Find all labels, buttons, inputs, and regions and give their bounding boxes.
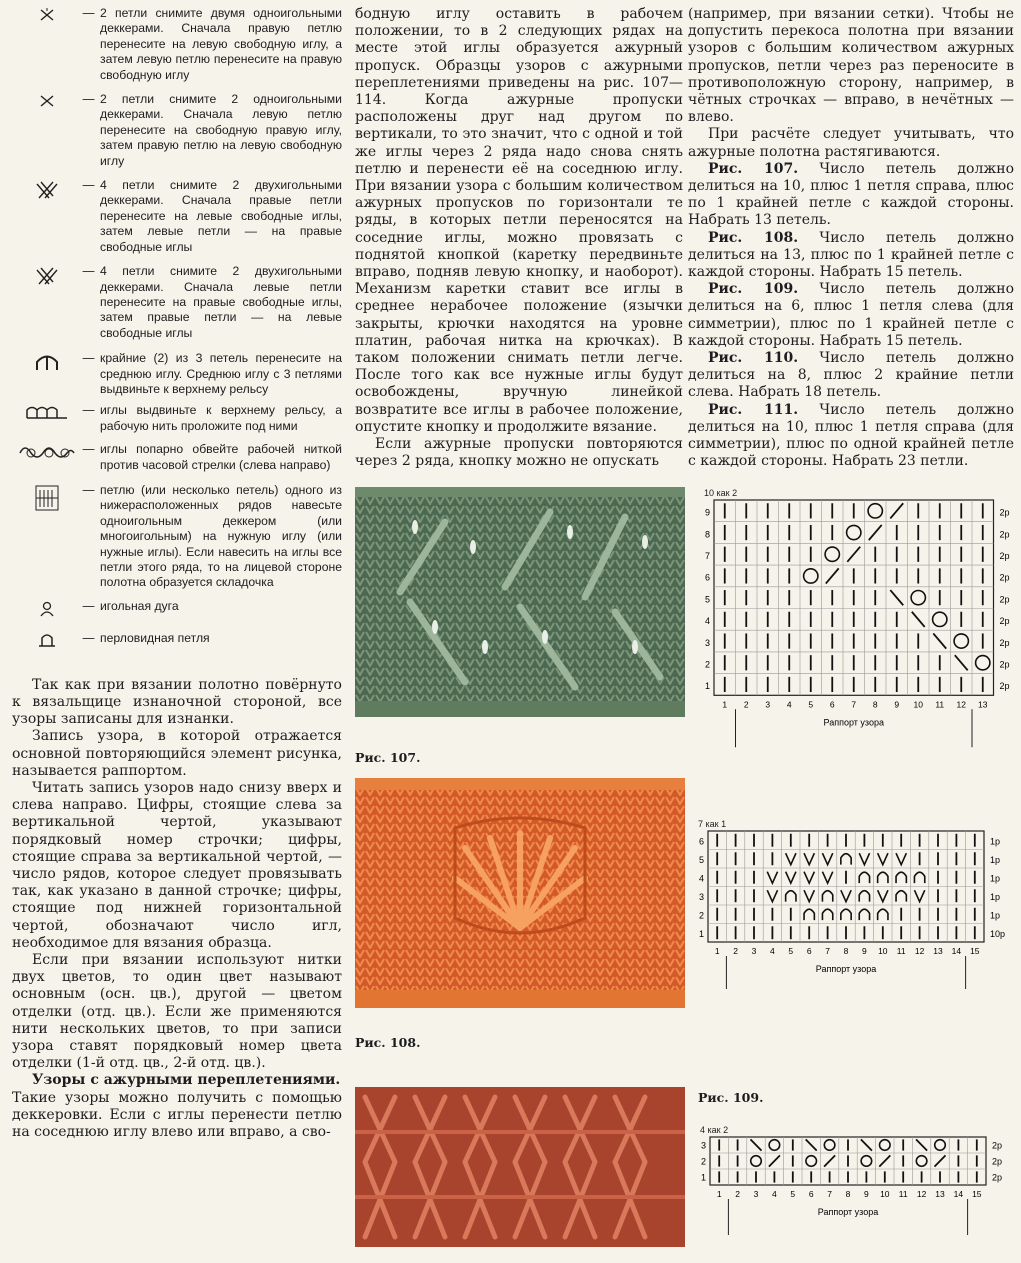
- column-number: 8: [872, 699, 878, 710]
- arch-mark: [878, 872, 888, 883]
- arch-mark: [804, 909, 814, 920]
- decrease-mark: [878, 890, 888, 901]
- column-number: 4: [786, 699, 792, 710]
- transfer-mark: [847, 547, 860, 562]
- row-count: 2р: [992, 1140, 1003, 1151]
- legend-entry: [12, 264, 342, 341]
- legend-entry: [12, 6, 342, 83]
- column-number: 13: [935, 1189, 945, 1199]
- decrease-mark: [767, 890, 777, 901]
- yarn-over-mark: [806, 1156, 817, 1167]
- figure-description: [688, 161, 1014, 230]
- dash: —: [82, 264, 95, 280]
- row-count: 2р: [992, 1156, 1003, 1167]
- column-number: 2: [733, 946, 738, 956]
- arch-mark: [914, 872, 924, 883]
- column-number: 7: [825, 946, 830, 956]
- legend-text: 4 петли снимите 2 двухигольными деккерами. Сначала левые петли перенесите на правые свободные иглы, затем правые петли — на левые свободные иглы: [100, 264, 342, 340]
- legend-entry: [12, 403, 342, 434]
- column-number: 8: [845, 1189, 851, 1199]
- decrease-mark: [786, 853, 796, 864]
- knit-sample-109: [355, 1087, 685, 1247]
- column-number: 1: [722, 699, 728, 710]
- column-number: 14: [953, 1189, 964, 1199]
- row-number: 1: [704, 681, 710, 692]
- figure-rule: Число петель должно делиться на 8, плюс 2 крайние петли слева. Набрать 18 петель.: [688, 350, 1014, 401]
- transfer-mark: [826, 568, 839, 583]
- column-number: 1: [716, 1189, 722, 1199]
- decrease-mark: [804, 872, 814, 883]
- needle-arc-icon: [12, 599, 82, 617]
- double-cross-right-icon: [12, 264, 82, 286]
- row-number: 1: [700, 1172, 706, 1183]
- chart-tag: 10 как 2: [704, 488, 738, 498]
- yarn-over-mark: [976, 656, 990, 670]
- legend-text: 2 петли снимите двумя одноигольными деккерами. Сначала правую петлю перенесите на левую свободную иглу, а затем левую петлю перенесите на правую свободную иглу: [100, 6, 342, 82]
- row-number: 3: [698, 891, 704, 902]
- row-number: 1: [698, 928, 704, 939]
- row-number: 4: [704, 616, 710, 627]
- section-heading-paragraph: [12, 1072, 342, 1089]
- wrap-loops-icon: [12, 442, 82, 462]
- column-number: 10: [913, 699, 923, 710]
- legend-column: [12, 6, 342, 1141]
- transfer-mark: [861, 1139, 872, 1150]
- row-number: 5: [698, 854, 704, 865]
- dash: —: [82, 630, 95, 646]
- row-number: 3: [700, 1140, 706, 1151]
- row-number: 9: [704, 507, 710, 518]
- pattern-chart-109: [696, 1135, 1018, 1235]
- dash: —: [82, 403, 95, 419]
- decrease-mark: [804, 853, 814, 864]
- yarn-over-mark: [804, 569, 818, 583]
- transfer-mark: [912, 612, 925, 627]
- column-number: 10: [880, 1189, 890, 1199]
- legend-entry: [12, 599, 342, 617]
- decrease-mark: [914, 890, 924, 901]
- legend-entry: [12, 92, 342, 169]
- figure-caption: Рис. 108.: [355, 1035, 421, 1050]
- figure-description: [688, 402, 1014, 471]
- cross-right-icon: [12, 92, 82, 108]
- legend-text: петлю (или несколько петель) одного из нижерасположенных рядов навесьте одноигольным деккером (или многоигольным) на нужную иглу (или нужные иглы). Если навесить на иглы все петли этого ряда, то на лицевой стороне полотна образуется складочка: [100, 482, 342, 590]
- pattern-chart-108: [694, 829, 1018, 989]
- yarn-over-mark: [824, 1140, 835, 1151]
- row-count: 2р: [999, 637, 1010, 648]
- arch-three-icon: [12, 351, 82, 371]
- legend-text: 2 петли снимите 2 одноигольными деккерами. Сначала левую петлю перенесите на свободную правую иглу, затем правую петлю на левую свободную иглу: [100, 92, 342, 168]
- arch-mark: [896, 872, 906, 883]
- row-number: 6: [704, 572, 710, 583]
- column-number: 8: [843, 946, 849, 956]
- column-number: 6: [806, 946, 812, 956]
- dash: —: [82, 598, 95, 614]
- legend-text: игольная дуга: [100, 598, 179, 613]
- chart-tag: 4 как 2: [700, 1125, 729, 1135]
- decrease-mark: [767, 872, 777, 883]
- dash: —: [82, 442, 95, 458]
- figure-label: Рис. 111.: [708, 401, 799, 418]
- arch-mark: [859, 909, 869, 920]
- transfer-mark: [933, 633, 946, 648]
- row-count: 2р: [999, 572, 1010, 583]
- transfer-mark: [769, 1155, 780, 1166]
- double-cross-left-icon: [12, 178, 82, 200]
- yarn-over-mark: [954, 634, 968, 648]
- legend-text: 4 петли снимите 2 двухигольными деккерами. Сначала правые петли перенесите на левые свободные иглы, затем левые петли — на правые свободные иглы: [100, 178, 342, 254]
- figure-description: [688, 230, 1014, 282]
- row-count: 2р: [992, 1172, 1003, 1183]
- column-number: 4: [770, 946, 775, 956]
- column-number: 6: [808, 1189, 814, 1199]
- legend-text: иглы попарно обвейте рабочей ниткой против часовой стрелки (слева направо): [100, 442, 342, 472]
- row-number: 3: [704, 637, 710, 648]
- column-number: 2: [735, 1189, 740, 1199]
- column-number: 11: [898, 1189, 908, 1199]
- chart-tag: 7 как 1: [698, 819, 727, 829]
- legend-entry: [12, 442, 342, 473]
- column-number: 3: [765, 699, 771, 710]
- knit-sample-107: [355, 487, 685, 717]
- column-number: 4: [772, 1189, 777, 1199]
- arch-mark: [822, 891, 832, 902]
- dash: —: [82, 351, 95, 367]
- yarn-over-mark: [916, 1156, 927, 1167]
- column-number: 11: [935, 699, 945, 710]
- column-number: 15: [970, 946, 980, 956]
- yarn-over-mark: [751, 1156, 762, 1167]
- intro-text: [12, 677, 342, 1141]
- row-count: 1р: [990, 854, 1001, 865]
- paragraph: При расчёте следует учитывать, что ажурные полотна растягиваются.: [688, 126, 1014, 160]
- arch-mark: [859, 872, 869, 883]
- column-number: 12: [956, 699, 966, 710]
- row-number: 8: [704, 529, 710, 540]
- decrease-mark: [822, 853, 832, 864]
- transfer-mark: [879, 1155, 890, 1166]
- figure-rule: Число петель должно делиться на 13, плюс по 1 крайней петле с каждой стороны. Набрать 15 петель.: [688, 229, 1014, 281]
- figure-description: [688, 350, 1014, 402]
- column-number: 14: [951, 946, 962, 956]
- row-count: 2р: [999, 507, 1010, 518]
- yarn-over-mark: [825, 547, 839, 561]
- figure-caption: Рис. 107.: [355, 750, 421, 765]
- column-number: 7: [851, 699, 857, 710]
- pattern-chart-107: [700, 498, 1018, 768]
- transfer-mark: [916, 1139, 927, 1150]
- yarn-over-mark: [861, 1156, 872, 1167]
- row-count: 2р: [999, 551, 1010, 562]
- column-number: 9: [862, 946, 867, 956]
- paragraph: Если ажурные пропуски повторяются через 2 ряда, кнопку можно не опускать: [355, 436, 683, 470]
- grid-lift-icon: [12, 483, 82, 511]
- row-number: 2: [700, 1156, 706, 1167]
- row-count: 1р: [990, 891, 1001, 902]
- figure-caption: Рис. 109.: [698, 1090, 764, 1105]
- yarn-over-mark: [935, 1140, 946, 1151]
- right-column: [688, 6, 1014, 470]
- row-count: 1р: [990, 873, 1001, 884]
- knit-sample-108: [355, 778, 685, 1008]
- row-count: 10р: [990, 928, 1006, 939]
- middle-column: [355, 6, 683, 470]
- paragraph: Если при вязании используют нитки двух цветов, то один цвет называют основным (осн. цв.), другой — цветом отделки (отд. цв.). Если же применяются нити нескольких цветов, то при записи узора ставят порядковый номер цвета отделки (1-й отд. цв., 2-й отд. цв.).: [12, 952, 342, 1072]
- column-number: 9: [894, 699, 900, 710]
- cross-left-icon: [12, 6, 82, 22]
- transfer-mark: [806, 1139, 817, 1150]
- column-number: 10: [878, 946, 888, 956]
- column-number: 12: [916, 1189, 927, 1199]
- column-number: 5: [788, 946, 794, 956]
- paragraph: Так как при вязании полотно повёрнуто к вязальщице изнаночной стороной, все узоры записаны для изнанки.: [12, 676, 342, 728]
- paragraph: Такие узоры можно получить с помощью деккеровки. Если с иглы перенести петлю на соседнюю иглу влево или вправо, а сво-: [12, 1089, 342, 1141]
- legend-text: иглы выдвиньте к верхнему рельсу, а рабочую нить проложите под ними: [100, 403, 342, 433]
- decrease-mark: [822, 872, 832, 883]
- decrease-mark: [841, 890, 851, 901]
- figure-label: Рис. 108.: [708, 229, 799, 246]
- section-heading: Узоры с ажурными переплетениями.: [32, 1072, 341, 1089]
- yarn-over-mark: [911, 590, 925, 604]
- column-number: 3: [751, 946, 757, 956]
- figure-rule: Число петель должно делиться на 10, плюс 1 петля справа, плюс по 1 крайней петле с каждой стороны. Набрать 13 петель.: [688, 160, 1014, 229]
- arch-mark: [896, 891, 906, 902]
- column-number: 3: [753, 1189, 759, 1199]
- paragraph: (например, при вязании сетки). Чтобы не допустить перекоса полотна при вязании узоров с большим количеством ажурных пропусков, петли через раз переносите в противоположную сторону, например, в чётных строчках — вправо, в нечётных — влево.: [688, 6, 1014, 126]
- yarn-over-mark: [769, 1140, 780, 1151]
- yarn-over-mark: [868, 504, 882, 518]
- symbol-legend: [12, 6, 342, 647]
- legend-text: перловидная петля: [100, 630, 210, 645]
- dash: —: [82, 6, 95, 21]
- figure-descriptions: [688, 161, 1014, 471]
- decrease-mark: [859, 853, 869, 864]
- column-number: 1: [714, 946, 720, 956]
- transfer-mark: [955, 655, 968, 670]
- loops-row-icon: [12, 403, 82, 419]
- legend-entry: [12, 351, 342, 397]
- column-number: 11: [896, 946, 906, 956]
- paragraph: бодную иглу оставить в рабочем положении, то в 2 следующих рядах на месте этой иглы образуется ажурный пропуск. Образцы узоров с ажурными переплетениями приведены на рис. 107—114. Когда ажурные пропуски расположены друг над другом по вертикали, то это значит, что с одной и той же иглы через 2 ряда надо снова снять петлю и перенести её на соседнюю иглу. При вязании узора с большим количеством ажурных пропусков по горизонтали те ряды, в которых петли переносятся на соседние иглы, можно провязать с поднятой кнопкой (каретку передвиньте вправо, подняв левую кнопку, и наоборот). Механизм каретки ставит все иглы в среднее нерабочее положение (язычки закрыты, крючки находятся на уровне платин, рабочая нитка на крючках). В таком положении снимать петли легче. После того как все нужные иглы будут освобождены, вручную линейкой возвратите все иглы в рабочее положение, опустите кнопку и продолжите вязание.: [355, 6, 683, 435]
- arch-mark: [878, 909, 888, 920]
- row-number: 2: [704, 659, 710, 670]
- dash: —: [82, 482, 95, 498]
- arch-mark: [859, 891, 869, 902]
- figure-label: Рис. 109.: [708, 281, 799, 298]
- figure-rule: Число петель должно делиться на 6, плюс 1 петля слева (для симметрии), плюс по 1 крайней петле с каждой стороны. Набрать 15 петель.: [688, 281, 1014, 349]
- row-count: 2р: [999, 659, 1010, 670]
- yarn-over-mark: [847, 525, 861, 539]
- row-count: 2р: [999, 529, 1010, 540]
- paragraph: Читать запись узоров надо снизу вверх и слева направо. Цифры, стоящие слева за вертикальной чертой, указывают порядковый номер строчки; цифры, стоящие справа за вертикальной чертой, — число рядов, которое следует провязывать так, как указано в данной строчке; цифры, стоящие под нижней горизонтальной чертой, обозначают число игл, необходимое для вязания образца.: [12, 780, 342, 951]
- dash: —: [82, 92, 95, 108]
- dash: —: [82, 178, 95, 194]
- row-number: 6: [698, 836, 704, 847]
- transfer-mark: [890, 590, 903, 605]
- row-number: 7: [704, 551, 710, 562]
- column-number: 13: [933, 946, 943, 956]
- column-number: 7: [827, 1189, 832, 1199]
- arch-mark: [841, 854, 851, 865]
- transfer-mark: [824, 1155, 835, 1166]
- yarn-over-mark: [880, 1140, 891, 1151]
- figure-label: Рис. 110.: [708, 350, 799, 367]
- column-number: 15: [972, 1189, 982, 1199]
- column-number: 2: [743, 699, 749, 710]
- legend-text: крайние (2) из 3 петель перенесите на среднюю иглу. Среднюю иглу с 3 петлями выдвиньте к верхнему рельсу: [100, 351, 342, 396]
- column-number: 5: [808, 699, 814, 710]
- decrease-mark: [786, 872, 796, 883]
- rapport-label: Раппорт узора: [815, 964, 877, 974]
- row-number: 2: [698, 910, 704, 921]
- row-number: 4: [698, 873, 704, 884]
- arch-mark: [841, 909, 851, 920]
- rapport-label: Раппорт узора: [823, 717, 884, 728]
- transfer-mark: [869, 525, 882, 540]
- figure-description: [688, 281, 1014, 350]
- row-count: 1р: [990, 910, 1001, 921]
- transfer-mark: [934, 1155, 945, 1166]
- figure-label: Рис. 107.: [708, 160, 799, 177]
- column-number: 13: [978, 699, 988, 710]
- decrease-mark: [878, 853, 888, 864]
- decrease-mark: [896, 853, 906, 864]
- decrease-mark: [804, 890, 814, 901]
- column-number: 12: [914, 946, 925, 956]
- column-number: 6: [829, 699, 835, 710]
- transfer-mark: [750, 1139, 761, 1150]
- tuck-loop-icon: [12, 631, 82, 647]
- rapport-label: Раппорт узора: [817, 1207, 879, 1217]
- row-count: 2р: [999, 616, 1010, 627]
- row-count: 2р: [999, 594, 1010, 605]
- column-number: 9: [864, 1189, 869, 1199]
- yarn-over-mark: [933, 612, 947, 626]
- row-count: 1р: [990, 836, 1001, 847]
- legend-entry: [12, 631, 342, 647]
- legend-entry: [12, 178, 342, 255]
- transfer-mark: [890, 503, 903, 518]
- column-number: 5: [790, 1189, 796, 1199]
- arch-mark: [822, 909, 832, 920]
- legend-entry: [12, 483, 342, 591]
- row-count: 2р: [999, 681, 1010, 692]
- row-number: 5: [704, 594, 710, 605]
- paragraph: Запись узора, в которой отражается основной повторяющийся элемент рисунка, называется раппортом.: [12, 728, 342, 779]
- arch-mark: [786, 891, 796, 902]
- figure-rule: Число петель должно делиться на 10, плюс 1 петля справа (для симметрии), плюс по одной крайней петле с каждой стороны. Набрать 23 петли.: [688, 401, 1014, 470]
